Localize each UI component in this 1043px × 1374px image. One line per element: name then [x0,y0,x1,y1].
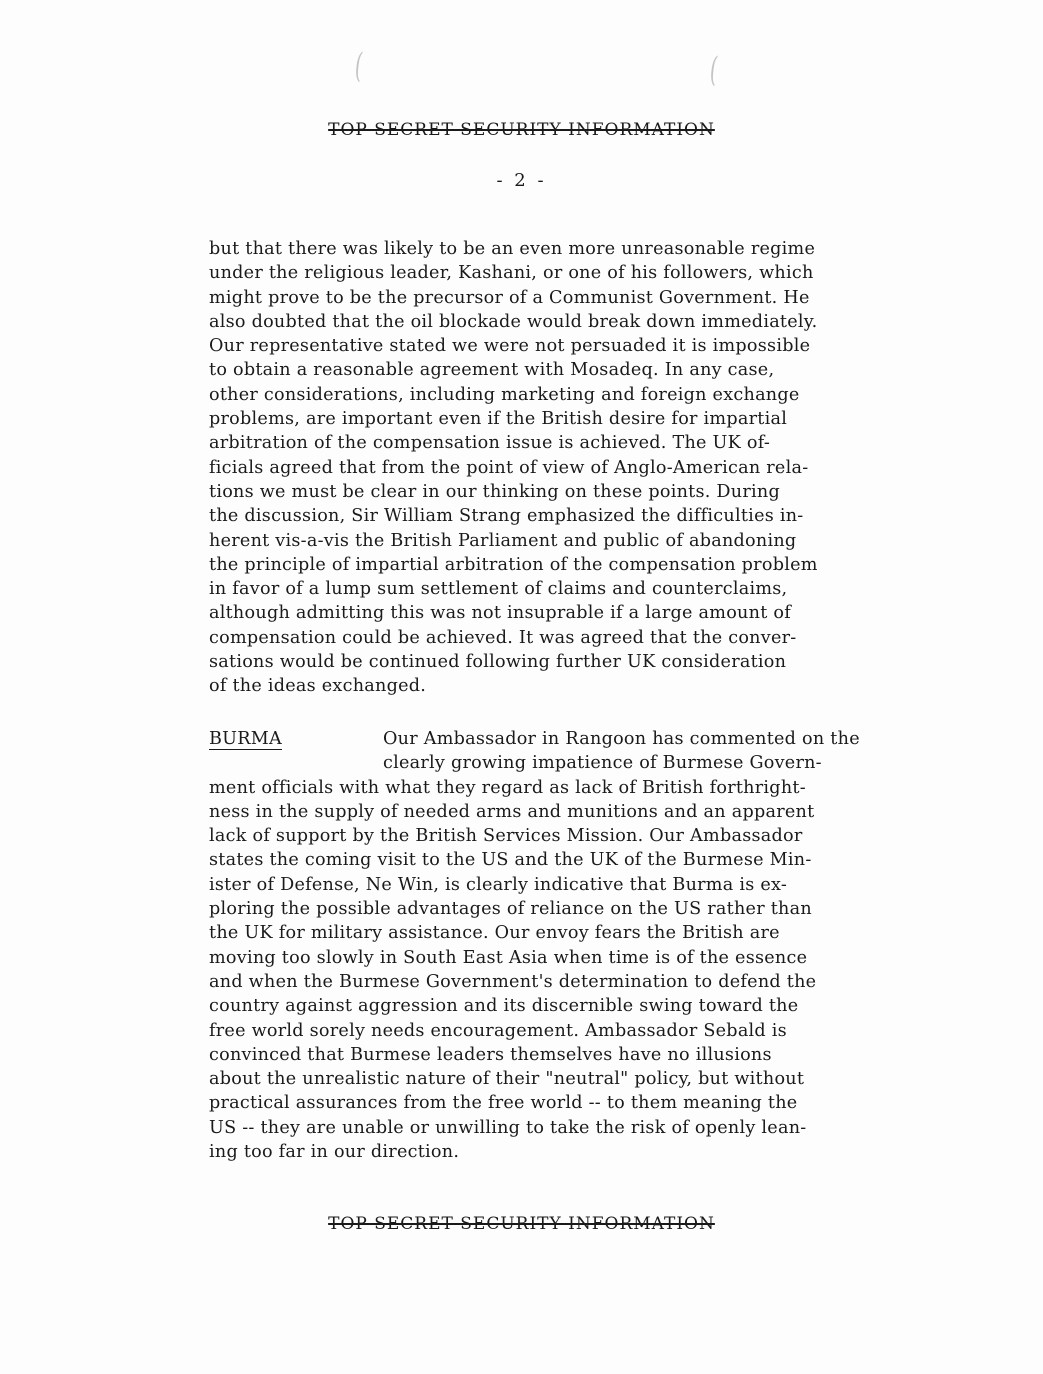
text-line: problems, are important even if the British desire for impartial [209,409,788,430]
text-line: and when the Burmese Government's determination to defend the [209,971,817,992]
text-line: the discussion, Sir William Strang emphasized the difficulties in- [209,506,804,527]
paragraph-oil-discussion [209,237,939,699]
text-line: practical assurances from the free world -- to them meaning the [209,1093,798,1114]
text-line: country against aggression and its discernible swing toward the [209,996,799,1017]
text-line: also doubted that the oil blockade would break down immediately. [209,311,818,332]
text-line-first [209,727,939,751]
scan-mark-right: ( [709,50,718,90]
page-number: - 2 - [496,170,547,191]
text-line: arbitration of the compensation issue is achieved. The UK of- [209,433,771,454]
text-line: compensation could be achieved. It was agreed that the conver- [209,627,797,648]
classification-header [0,120,1043,140]
paragraph-burma-opening: Our Ambassador in Rangoon has commented on the [383,729,860,749]
text-line: ploring the possible advantages of reliance on the US rather than [209,899,812,920]
text-line: might prove to be the precursor of a Communist Government. He [209,287,810,308]
text-line: tions we must be clear in our thinking on these points. During [209,481,781,502]
paragraph-burma [209,727,939,1164]
text-line: ficials agreed that from the point of view of Anglo-American rela- [209,457,809,478]
text-line: clearly growing impatience of Burmese Govern- [383,753,822,774]
text-line: free world sorely needs encouragement. Ambassador Sebald is [209,1020,787,1041]
text-line: moving too slowly in South East Asia when time is of the essence [209,947,808,968]
text-line: under the religious leader, Kashani, or one of his followers, which [209,263,814,284]
text-line: ment officials with what they regard as lack of British forthright- [209,777,806,798]
text-line: states the coming visit to the US and the UK of the Burmese Min- [209,850,812,871]
text-line: although admitting this was not insuprable if a large amount of [209,603,791,624]
text-line: herent vis-a-vis the British Parliament and public of abandoning [209,530,797,551]
text-line: convinced that Burmese leaders themselves have no illusions [209,1044,772,1065]
classification-header-text: TOP SECRET SECURITY INFORMATION [328,120,715,140]
text-line: lack of support by the British Services Mission. Our Ambassador [209,826,803,847]
text-line: about the unrealistic nature of their "neutral" policy, but without [209,1069,805,1090]
text-line: ing too far in our direction. [209,1142,460,1163]
text-line: ister of Defense, Ne Win, is clearly indicative that Burma is ex- [209,874,788,895]
text-line: US -- they are unable or unwilling to take the risk of openly lean- [209,1117,807,1138]
scan-mark-left: ( [354,46,363,86]
text-line: to obtain a reasonable agreement with Mosadeq. In any case, [209,360,775,381]
text-line: of the ideas exchanged. [209,676,427,697]
classification-footer [0,1214,1043,1234]
text-line: Our representative stated we were not persuaded it is impossible [209,336,811,357]
text-line: ness in the supply of needed arms and munitions and an apparent [209,801,815,822]
text-line: but that there was likely to be an even more unreasonable regime [209,239,816,259]
text-line: the UK for military assistance. Our envoy fears the British are [209,923,780,944]
section-heading-burma: BURMA [209,729,282,749]
classification-footer-text: TOP SECRET SECURITY INFORMATION [328,1214,715,1234]
text-line: in favor of a lump sum settlement of claims and counterclaims, [209,579,788,600]
text-line: other considerations, including marketing and foreign exchange [209,384,800,405]
text-line: sations would be continued following further UK consideration [209,652,787,673]
text-line: the principle of impartial arbitration of the compensation problem [209,554,818,575]
